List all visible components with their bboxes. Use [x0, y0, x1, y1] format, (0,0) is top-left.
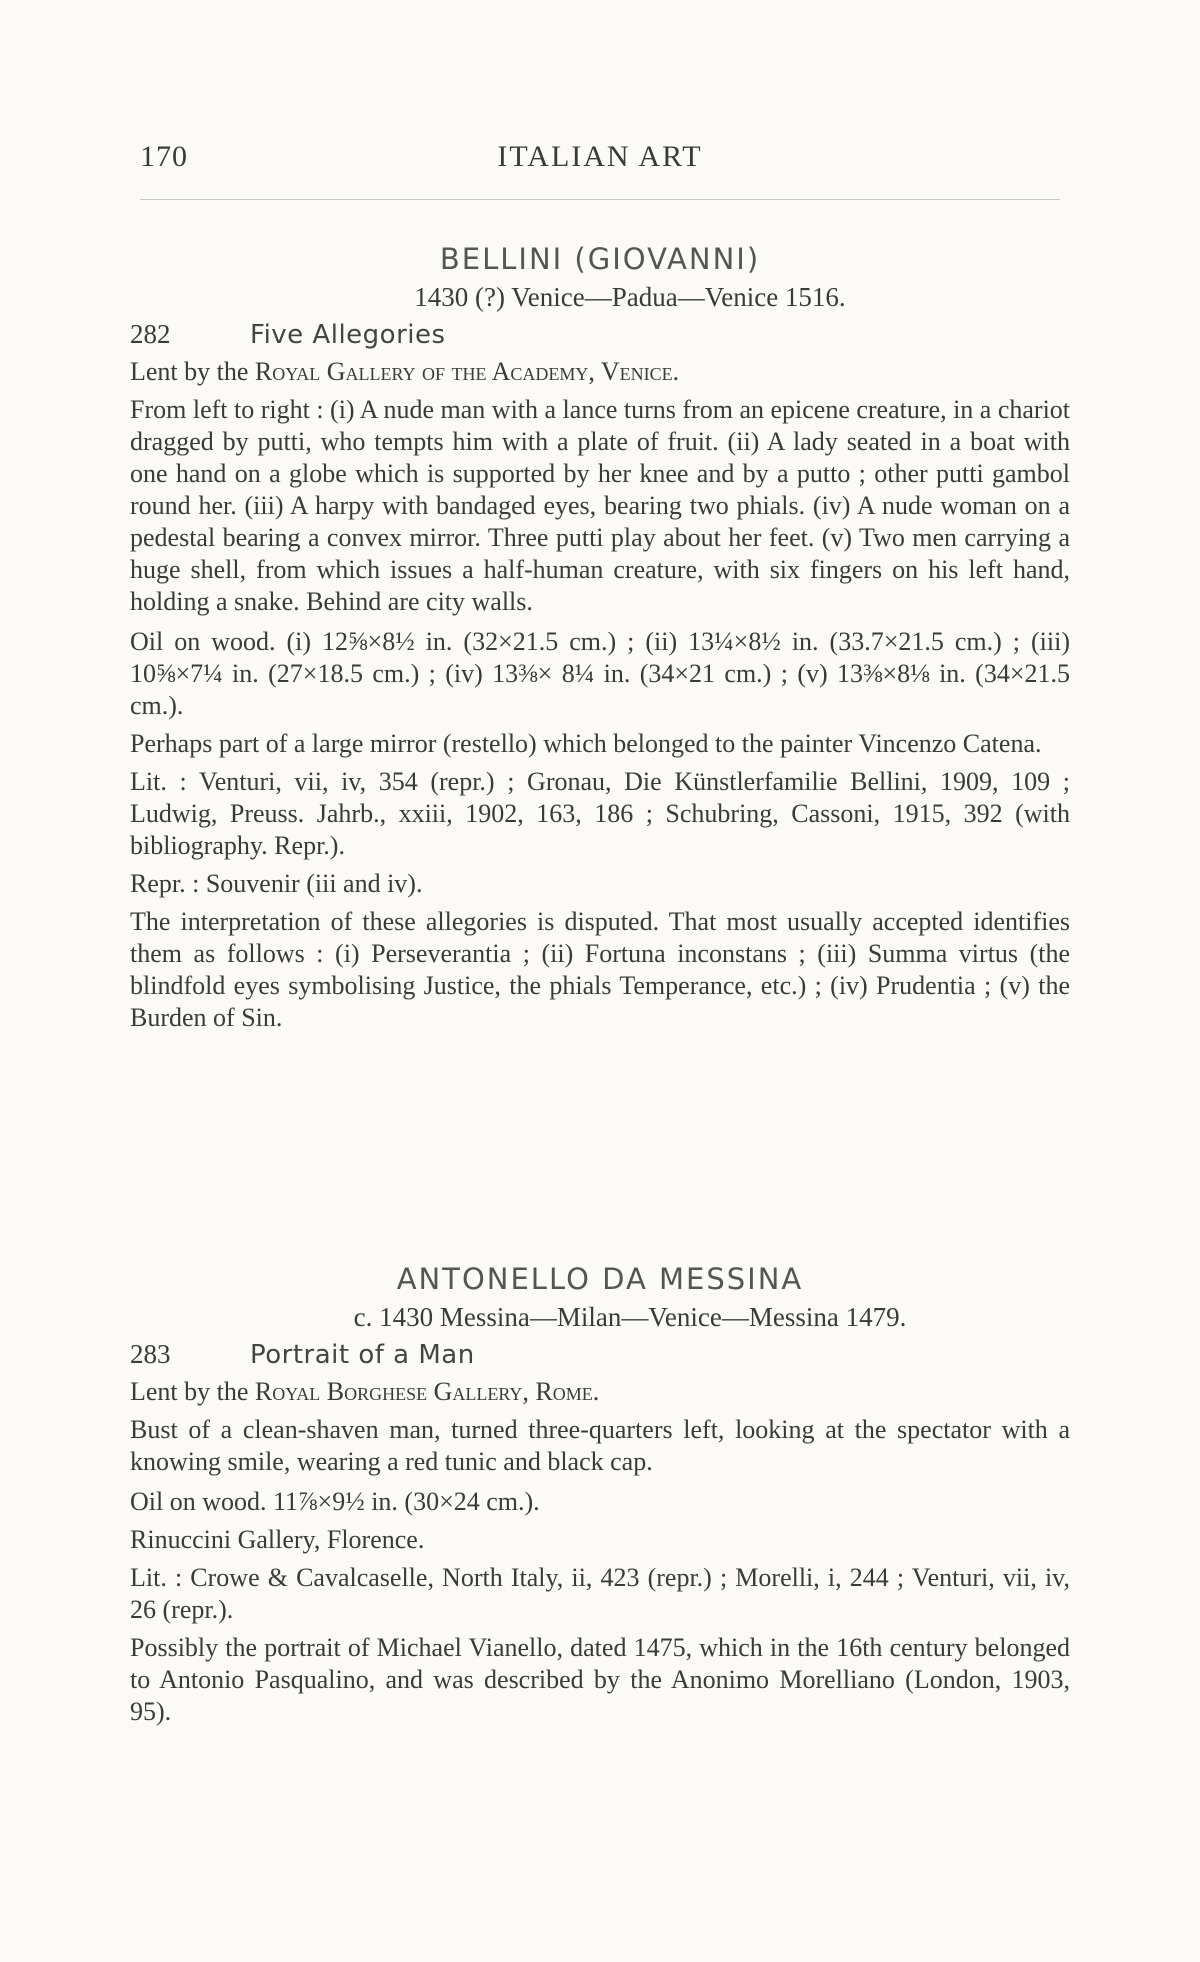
- header-rule: [140, 199, 1060, 200]
- lender-name: Royal Gallery of the Academy, Venice.: [254, 357, 680, 386]
- catalogue-number: 283: [130, 1339, 171, 1369]
- catalogue-entry-283: [130, 1262, 1070, 1728]
- provenance: Rinuccini Gallery, Florence.: [130, 1525, 425, 1554]
- artist-name: BELLINI (GIOVANNI): [439, 242, 761, 276]
- lent-prefix: Lent by the: [130, 1377, 255, 1406]
- entry-heading: [130, 1339, 1070, 1370]
- running-title: ITALIAN ART: [497, 140, 703, 173]
- work-title: Portrait of a Man: [250, 1340, 475, 1370]
- reproduction: Repr. : Souvenir (iii and iv).: [130, 869, 423, 898]
- catalogue-entry-282: [130, 242, 1070, 1034]
- entry-heading: [130, 319, 1070, 350]
- work-description: Bust of a clean-shaven man, turned three-quarters left, looking at the spectator with a knowing smile, wearing a red tunic and black cap.: [130, 1415, 1070, 1476]
- interpretation-note: Possibly the portrait of Michael Vianello, dated 1475, which in the 16th century belonged to Antonio Pasqualino, and was described by the Anonimo Morelliano (London, 1903, 95).: [130, 1633, 1070, 1726]
- artist-dates: c. 1430 Messina—Milan—Venice—Messina 1479.: [353, 1302, 907, 1332]
- page-number: 170: [140, 140, 188, 173]
- running-head: [140, 140, 1060, 180]
- work-title: Five Allegories: [250, 320, 446, 350]
- medium-dimensions: Oil on wood. 11⅞×9½ in. (30×24 cm.).: [130, 1487, 540, 1516]
- literature: Lit. : Crowe & Cavalcaselle, North Italy, ii, 423 (repr.) ; Morelli, i, 244 ; Venturi, vii, iv, 26 (repr.).: [130, 1563, 1070, 1624]
- artist-dates: 1430 (?) Venice—Padua—Venice 1516.: [414, 282, 846, 312]
- lender-line: [130, 356, 1070, 388]
- lender-name: Royal Borghese Gallery, Rome.: [254, 1377, 600, 1406]
- work-description: From left to right : (i) A nude man with a lance turns from an epicene creature, in a chariot dragged by putti, who tempts him with a plate of fruit. (ii) A lady seated in a boat with one hand on a globe which is supported by her knee and by a putto ; other putti gambol round her. (iii) A harpy with bandaged eyes, bearing two phials. (iv) A nude woman on a pedestal bearing a convex mirror. Three putti play about her feet. (v) Two men carrying a huge shell, from which issues a half-human creature, with six fingers on his left hand, holding a snake. Behind are city walls.: [130, 395, 1071, 616]
- lender-line: [130, 1376, 1070, 1408]
- artist-name: ANTONELLO DA MESSINA: [396, 1262, 804, 1296]
- medium-dimensions: Oil on wood. (i) 12⅝×8½ in. (32×21.5 cm.) ; (ii) 13¼×8½ in. (33.7×21.5 cm.) ; (iii) 10⅝×7¼ in. (27×18.5 cm.) ; (iv) 13⅜× 8¼ in. (34×21 cm.) ; (v) 13⅜×8⅛ in. (34×21.5 cm.).: [130, 627, 1070, 720]
- provenance: Perhaps part of a large mirror (restello) which belonged to the painter Vincenzo Catena.: [130, 729, 1042, 758]
- catalogue-number: 282: [130, 319, 171, 349]
- lent-prefix: Lent by the: [130, 357, 255, 386]
- literature: Lit. : Venturi, vii, iv, 354 (repr.) ; Gronau, Die Künstlerfamilie Bellini, 1909, 109 ; Ludwig, Preuss. Jahrb., xxiii, 1902, 163, 186 ; Schubring, Cassoni, 1915, 392 (with bibliography. Repr.).: [130, 767, 1070, 860]
- interpretation-note: The interpretation of these allegories is disputed. That most usually accepted identifies them as follows : (i) Perseverantia ; (ii) Fortuna inconstans ; (iii) Summa virtus (the blindfold eyes symbolising Justice, the phials Temperance, etc.) ; (iv) Prudentia ; (v) the Burden of Sin.: [130, 907, 1070, 1032]
